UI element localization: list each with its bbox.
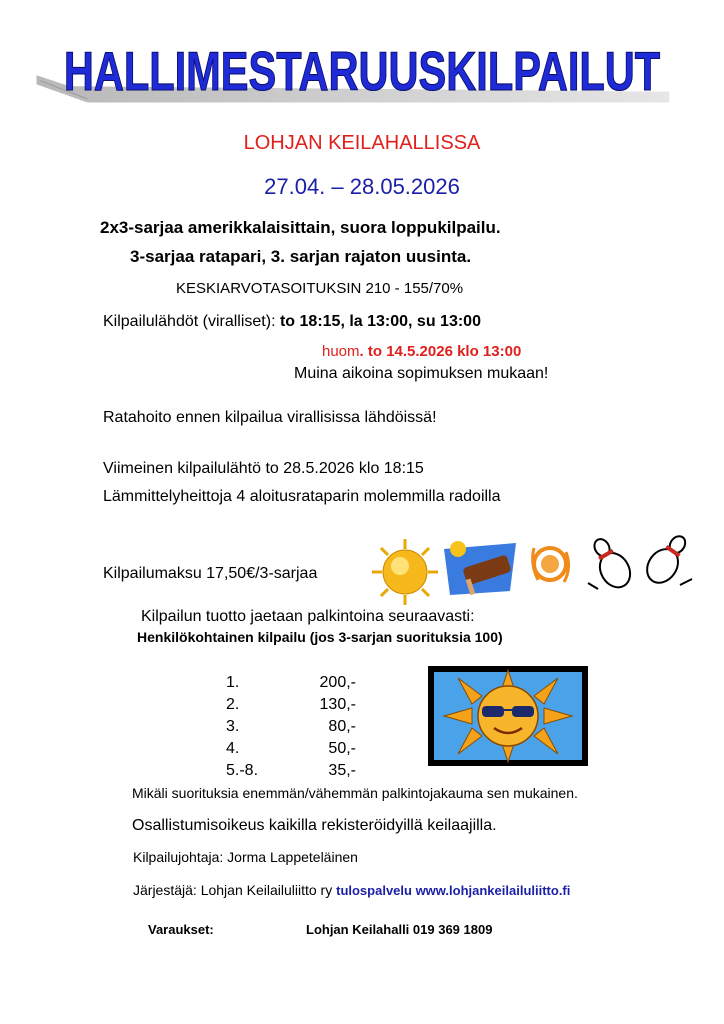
organizer-label: Järjestäjä: Lohjan Keilailuliitto ry xyxy=(133,882,337,898)
ice-cream-clipart xyxy=(440,535,520,599)
bowling-pins-clipart xyxy=(584,525,696,593)
prize-row xyxy=(226,762,356,782)
starts-times: to 18:15, la 13:00, su 13:00 xyxy=(279,313,481,330)
prize-amount: 35,- xyxy=(328,762,356,779)
warmup: Lämmittelyheittoja 4 aloitusrataparin molemmilla radoilla xyxy=(103,488,501,505)
format-line-1: 2x3-sarjaa amerikkalaisittain, suora loppukilpailu. xyxy=(100,218,501,237)
page-title: HALLIMESTARUUSKILPAILUT xyxy=(63,40,661,102)
dates: 27.04. – 28.05.2026 xyxy=(264,174,460,199)
prize-row xyxy=(226,696,356,716)
venue: LOHJAN KEILAHALLISSA xyxy=(243,132,481,154)
special-note xyxy=(322,343,521,360)
format-line-2: 3-sarjaa ratapari, 3. sarjan rajaton uusinta. xyxy=(130,247,472,266)
prize-place: 2. xyxy=(226,696,240,713)
note-text: . to 14.5.2026 klo 13:00 xyxy=(359,343,522,360)
prize-row xyxy=(226,674,356,694)
director: Kilpailujohtaja: Jorma Lappeteläinen xyxy=(133,849,358,865)
reservations-label: Varaukset: xyxy=(148,922,214,937)
prize-note: Mikäli suorituksia enemmän/vähemmän palkintojakauma sen mukainen. xyxy=(132,785,578,801)
starts-label: Kilpailulähdöt (viralliset): xyxy=(103,313,280,330)
fee: Kilpailumaksu 17,50€/3-sarjaa xyxy=(103,565,318,582)
prize-place: 3. xyxy=(226,718,240,735)
prize-amount: 130,- xyxy=(319,696,356,713)
other-times: Muina aikoina sopimuksen mukaan! xyxy=(294,365,549,382)
prize-amount: 80,- xyxy=(328,718,356,735)
organizer xyxy=(133,882,570,898)
last-start: Viimeinen kilpailulähtö to 28.5.2026 klo 18:15 xyxy=(103,460,424,477)
ball-clipart xyxy=(528,538,574,594)
prize-place: 1. xyxy=(226,674,240,691)
handicap: KESKIARVOTASOITUKSIN 210 - 155/70% xyxy=(176,280,464,297)
sun-clipart xyxy=(370,537,440,607)
prize-row xyxy=(226,740,356,760)
results-link[interactable]: tulospalvelu www.lohjankeilailuliitto.fi xyxy=(336,883,571,898)
starts xyxy=(103,313,481,331)
note-prefix: huom xyxy=(322,343,360,360)
prize-amount: 200,- xyxy=(319,674,356,691)
eligibility: Osallistumisoikeus kaikilla rekisteröidyillä keilaajilla. xyxy=(132,817,497,834)
sun-sunglasses-clipart xyxy=(428,666,588,766)
reservations-value: Lohjan Keilahalli 019 369 1809 xyxy=(306,922,493,937)
prize-place: 5.-8. xyxy=(226,762,259,779)
prize-place: 4. xyxy=(226,740,240,757)
prize-amount: 50,- xyxy=(328,740,356,757)
prizes-intro: Kilpailun tuotto jaetaan palkintoina seuraavasti: xyxy=(141,608,475,625)
title-banner xyxy=(0,28,724,128)
lane-maintenance: Ratahoito ennen kilpailua virallisissa lähdöissä! xyxy=(103,409,437,426)
prize-row xyxy=(226,718,356,738)
prizes-subtitle: Henkilökohtainen kilpailu (jos 3-sarjan suorituksia 100) xyxy=(137,629,503,645)
